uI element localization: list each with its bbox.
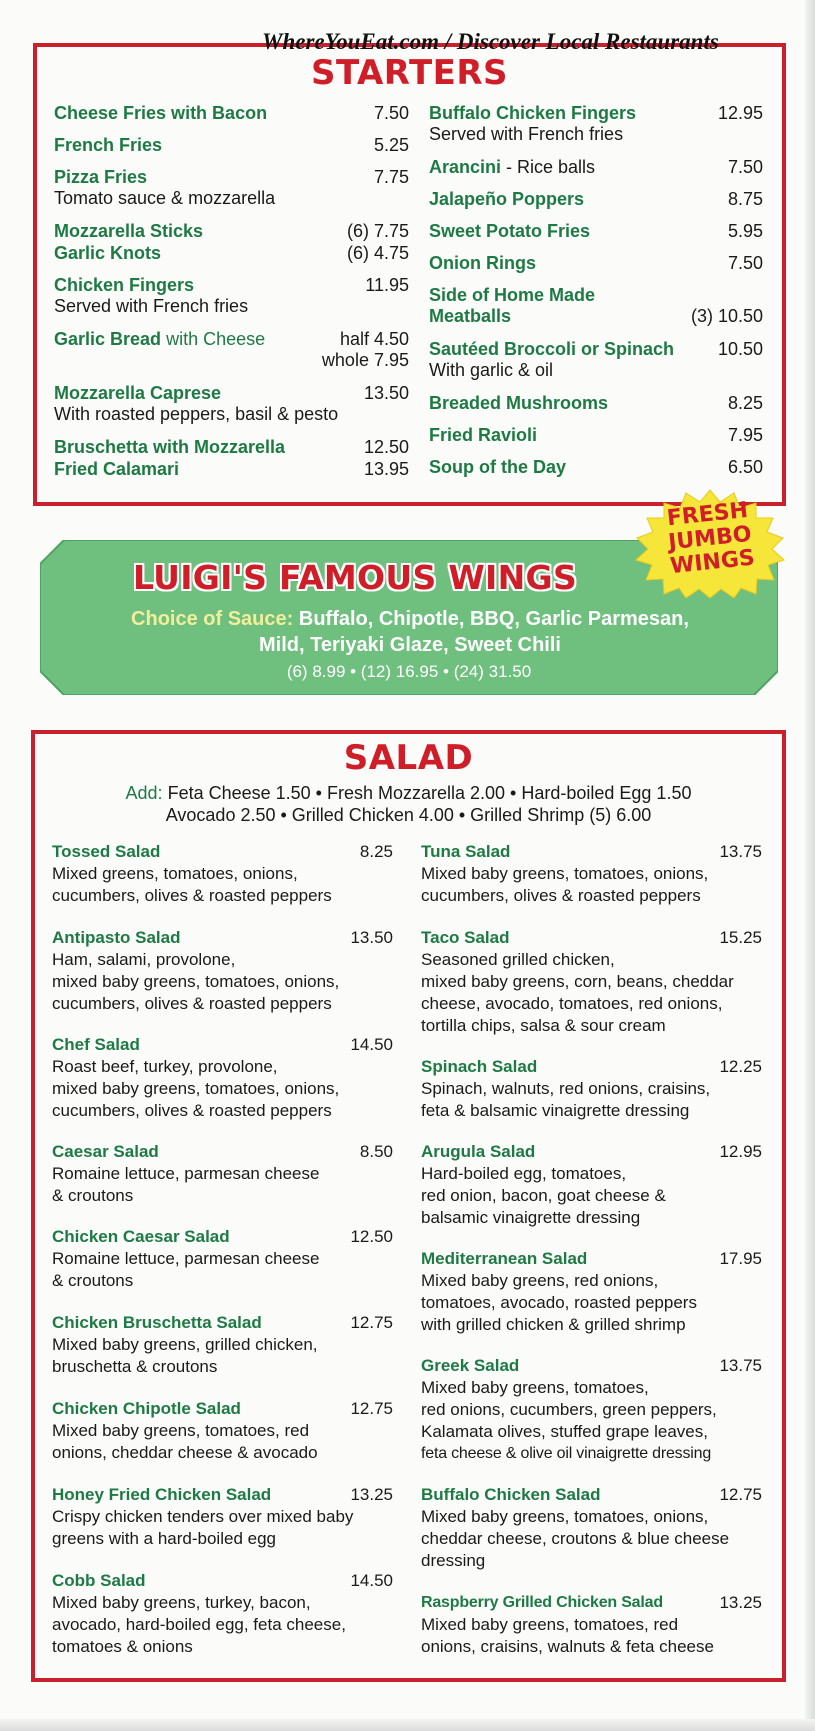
item-name: Fried Ravioli bbox=[429, 425, 538, 445]
item-name: Chicken Bruschetta Salad bbox=[52, 1313, 262, 1332]
item-desc-line: greens with a hard-boiled egg bbox=[52, 1529, 276, 1548]
item-price: 13.75 bbox=[719, 842, 762, 861]
item-desc-line: Spinach, walnuts, red onions, craisins, bbox=[421, 1079, 711, 1098]
item-desc-line: with grilled chicken & grilled shrimp bbox=[421, 1315, 686, 1334]
item-description: Tomato sauce & mozzarella bbox=[54, 188, 276, 208]
item-price: 12.75 bbox=[719, 1485, 762, 1504]
item-desc-line: tortilla chips, salsa & sour cream bbox=[421, 1016, 666, 1035]
item-price: half 4.50 bbox=[339, 329, 409, 349]
item-desc-line: Roast beef, turkey, provolone, bbox=[52, 1057, 278, 1076]
item-desc-line: Hard-boiled egg, tomatoes, bbox=[421, 1164, 627, 1183]
item-price: 12.50 bbox=[363, 437, 409, 457]
item-price: 12.50 bbox=[350, 1227, 393, 1246]
item-name-extra: with Cheese bbox=[166, 329, 266, 349]
item-name: Bruschetta with Mozzarella bbox=[54, 437, 286, 457]
item-desc-line: cucumbers, olives & roasted peppers bbox=[52, 886, 332, 905]
item-price: 6.50 bbox=[727, 457, 763, 477]
item-desc-line: mixed baby greens, tomatoes, onions, bbox=[52, 1079, 340, 1098]
item-price: 5.25 bbox=[373, 135, 409, 155]
wings-sauce-list bbox=[60, 606, 760, 658]
item-name: Mozzarella Caprese bbox=[54, 383, 222, 403]
starters-section bbox=[33, 43, 786, 506]
salad-item bbox=[52, 841, 393, 907]
starters-title: STARTERS bbox=[310, 53, 509, 93]
item-price: (6) 4.75 bbox=[346, 243, 409, 263]
item-desc-line: tomatoes, avocado, roasted peppers bbox=[421, 1293, 697, 1312]
page-edge-shadow bbox=[805, 0, 815, 1731]
menu-item bbox=[54, 275, 409, 317]
salad-item bbox=[52, 1034, 393, 1122]
item-price: 8.25 bbox=[727, 393, 763, 413]
sauce-line-2: Mild, Teriyaki Glaze, Sweet Chili bbox=[259, 634, 561, 656]
salad-item bbox=[52, 1141, 393, 1207]
salad-addons bbox=[35, 782, 782, 826]
item-desc-line: Mixed baby greens, tomatoes, red bbox=[52, 1421, 310, 1440]
item-price: 7.50 bbox=[727, 157, 763, 177]
item-description: Served with French fries bbox=[429, 124, 624, 144]
item-price: 7.75 bbox=[373, 167, 409, 187]
item-desc-line: balsamic vinaigrette dressing bbox=[421, 1208, 641, 1227]
item-price: 15.25 bbox=[719, 928, 762, 947]
item-desc-line: Mixed baby greens, red onions, bbox=[421, 1271, 659, 1290]
item-name: Tuna Salad bbox=[421, 842, 511, 861]
item-desc-line: red onion, bacon, goat cheese & bbox=[421, 1186, 666, 1205]
item-name: Breaded Mushrooms bbox=[429, 393, 609, 413]
item-desc-line: Crispy chicken tenders over mixed baby bbox=[52, 1507, 354, 1526]
menu-item bbox=[429, 393, 763, 414]
salad-title: SALAD bbox=[343, 738, 474, 778]
item-price: (3) 10.50 bbox=[690, 306, 763, 326]
item-name: French Fries bbox=[54, 135, 163, 155]
item-desc-line: Kalamata olives, stuffed grape leaves, bbox=[421, 1422, 708, 1441]
watermark-text: WhereYouEat.com / Discover Local Restaurants bbox=[262, 29, 719, 54]
salad-item bbox=[421, 1355, 762, 1465]
salad-item bbox=[52, 1226, 393, 1292]
item-price: (6) 7.75 bbox=[346, 221, 409, 241]
item-name: Chef Salad bbox=[52, 1035, 140, 1054]
item-desc-line: avocado, hard-boiled egg, feta cheese, bbox=[52, 1615, 346, 1634]
item-name: Garlic Knots bbox=[54, 243, 162, 263]
menu-item bbox=[54, 329, 409, 371]
menu-item bbox=[54, 103, 409, 124]
item-name-line2: Meatballs bbox=[429, 306, 512, 326]
salad-item bbox=[52, 927, 393, 1015]
addons-label: Add: bbox=[125, 783, 163, 803]
item-desc-line: Mixed baby greens, tomatoes, bbox=[421, 1378, 649, 1397]
item-desc-line: cucumbers, olives & roasted peppers bbox=[52, 1101, 332, 1120]
salad-item bbox=[421, 927, 762, 1037]
salad-item bbox=[52, 1570, 393, 1658]
menu-item bbox=[54, 135, 409, 156]
menu-item bbox=[54, 243, 409, 264]
menu-item bbox=[429, 103, 763, 145]
wings-title: LUIGI'S FAMOUS WINGS bbox=[132, 558, 578, 597]
badge-line-2: JUMBO bbox=[667, 521, 753, 556]
item-desc-line: feta & balsamic vinaigrette dressing bbox=[421, 1101, 690, 1120]
item-name: Buffalo Chicken Fingers bbox=[429, 103, 637, 123]
item-name: Cheese Fries with Bacon bbox=[54, 103, 268, 123]
item-price: 7.50 bbox=[373, 103, 409, 123]
item-name: Mediterranean Salad bbox=[421, 1249, 588, 1268]
item-name: Sweet Potato Fries bbox=[429, 221, 591, 241]
item-name: Raspberry Grilled Chicken Salad bbox=[421, 1594, 663, 1611]
item-desc-line: mixed baby greens, tomatoes, onions, bbox=[52, 972, 340, 991]
item-desc-line: & croutons bbox=[52, 1186, 134, 1205]
item-name: Fried Calamari bbox=[54, 459, 180, 479]
salad-item bbox=[421, 1141, 762, 1229]
salad-section bbox=[31, 730, 786, 1682]
item-name: Sautéed Broccoli or Spinach bbox=[429, 339, 675, 359]
badge-line-3: WINGS bbox=[668, 545, 756, 580]
item-price: 8.75 bbox=[727, 189, 763, 209]
addons-line-2: Avocado 2.50 • Grilled Chicken 4.00 • Grilled Shrimp (5) 6.00 bbox=[165, 805, 652, 825]
item-name: Garlic Bread bbox=[54, 329, 162, 349]
menu-item bbox=[54, 221, 409, 242]
item-name: Antipasto Salad bbox=[52, 928, 181, 947]
item-desc-line: mixed baby greens, corn, beans, cheddar bbox=[421, 972, 734, 991]
item-price: 13.25 bbox=[719, 1593, 762, 1612]
addons-line-1: Feta Cheese 1.50 • Fresh Mozzarella 2.00 • Hard-boiled Egg 1.50 bbox=[167, 783, 692, 803]
item-desc-line: Mixed baby greens, tomatoes, onions, bbox=[421, 1507, 709, 1526]
item-desc-line: onions, craisins, walnuts & feta cheese bbox=[421, 1637, 714, 1656]
item-desc-line: Mixed greens, tomatoes, onions, bbox=[52, 864, 298, 883]
item-name: Caesar Salad bbox=[52, 1142, 159, 1161]
menu-item bbox=[429, 425, 763, 446]
salad-item bbox=[52, 1312, 393, 1378]
item-desc-line: Romaine lettuce, parmesan cheese bbox=[52, 1164, 320, 1183]
item-price: 12.75 bbox=[350, 1399, 393, 1418]
item-price: 11.95 bbox=[365, 275, 409, 295]
menu-item bbox=[54, 167, 409, 209]
item-description: With roasted peppers, basil & pesto bbox=[54, 404, 339, 424]
menu-item bbox=[429, 457, 763, 478]
item-desc-line: Ham, salami, provolone, bbox=[52, 950, 236, 969]
item-name: Honey Fried Chicken Salad bbox=[52, 1485, 272, 1504]
page-bottom-shadow bbox=[0, 1719, 815, 1731]
item-desc-line: feta cheese & olive oil vinaigrette dressing bbox=[421, 1445, 712, 1462]
item-desc-line: Mixed baby greens, tomatoes, red bbox=[421, 1615, 679, 1634]
salad-item bbox=[421, 1056, 762, 1122]
item-price: 8.50 bbox=[359, 1142, 393, 1161]
item-name: Mozzarella Sticks bbox=[54, 221, 204, 241]
item-name: Chicken Caesar Salad bbox=[52, 1227, 230, 1246]
item-name: Buffalo Chicken Salad bbox=[421, 1485, 601, 1504]
salad-item bbox=[421, 1248, 762, 1336]
item-desc-line: cheese, avocado, tomatoes, red onions, bbox=[421, 994, 723, 1013]
item-price-alt: whole 7.95 bbox=[321, 350, 409, 370]
item-desc-line: dressing bbox=[421, 1551, 486, 1570]
wings-prices: (6) 8.99 • (12) 16.95 • (24) 31.50 bbox=[286, 662, 532, 681]
item-name: Jalapeño Poppers bbox=[429, 189, 585, 209]
item-name: Tossed Salad bbox=[52, 842, 161, 861]
item-name: Spinach Salad bbox=[421, 1057, 538, 1076]
item-desc-line: cucumbers, olives & roasted peppers bbox=[421, 886, 701, 905]
item-price: 13.95 bbox=[363, 459, 409, 479]
item-price: 17.95 bbox=[719, 1249, 762, 1268]
item-name: Chicken Fingers bbox=[54, 275, 195, 295]
item-desc-line: Romaine lettuce, parmesan cheese bbox=[52, 1249, 320, 1268]
salad-item bbox=[421, 841, 762, 907]
item-price: 13.25 bbox=[350, 1485, 393, 1504]
item-price: 12.95 bbox=[719, 1142, 762, 1161]
item-price: 13.50 bbox=[363, 383, 409, 403]
item-price: 12.95 bbox=[717, 103, 763, 123]
item-description: Served with French fries bbox=[54, 296, 249, 316]
item-name-extra: - Rice balls bbox=[501, 157, 596, 177]
item-price: 14.50 bbox=[350, 1035, 393, 1054]
item-price: 13.75 bbox=[719, 1356, 762, 1375]
item-name: Soup of the Day bbox=[429, 457, 567, 477]
item-name: Taco Salad bbox=[421, 928, 510, 947]
item-price: 13.50 bbox=[350, 928, 393, 947]
item-desc-line: cheddar cheese, croutons & blue cheese bbox=[421, 1529, 730, 1548]
item-desc-line: onions, cheddar cheese & avocado bbox=[52, 1443, 318, 1462]
item-price: 5.95 bbox=[727, 221, 763, 241]
item-description: With garlic & oil bbox=[429, 360, 554, 380]
item-price: 12.75 bbox=[350, 1313, 393, 1332]
item-price: 7.50 bbox=[727, 253, 763, 273]
item-price: 8.25 bbox=[359, 842, 393, 861]
salad-item bbox=[421, 1484, 762, 1572]
menu-item bbox=[429, 339, 763, 381]
item-price: 10.50 bbox=[717, 339, 763, 359]
menu-item bbox=[54, 459, 409, 480]
menu-item bbox=[429, 157, 763, 178]
menu-item bbox=[429, 253, 763, 274]
item-price: 12.25 bbox=[719, 1057, 762, 1076]
item-name: Chicken Chipotle Salad bbox=[52, 1399, 241, 1418]
menu-item bbox=[429, 189, 763, 210]
salad-item bbox=[52, 1398, 393, 1464]
item-desc-line: Mixed baby greens, tomatoes, onions, bbox=[421, 864, 709, 883]
item-price: 14.50 bbox=[350, 1571, 393, 1590]
item-name: Greek Salad bbox=[421, 1356, 520, 1375]
item-price: 7.95 bbox=[727, 425, 763, 445]
item-name: Arancini bbox=[429, 157, 502, 177]
badge-line-1: FRESH bbox=[665, 497, 750, 532]
item-desc-line: bruschetta & croutons bbox=[52, 1357, 218, 1376]
item-name: Pizza Fries bbox=[54, 167, 148, 187]
menu-item bbox=[429, 221, 763, 242]
item-desc-line: tomatoes & onions bbox=[52, 1637, 193, 1656]
item-name: Onion Rings bbox=[429, 253, 536, 273]
sauce-line-1: Buffalo, Chipotle, BBQ, Garlic Parmesan, bbox=[298, 608, 689, 630]
salad-item bbox=[52, 1484, 393, 1550]
item-desc-line: Mixed baby greens, turkey, bacon, bbox=[52, 1593, 311, 1612]
item-desc-line: & croutons bbox=[52, 1271, 134, 1290]
item-desc-line: Mixed baby greens, grilled chicken, bbox=[52, 1335, 318, 1354]
item-desc-line: cucumbers, olives & roasted peppers bbox=[52, 994, 332, 1013]
menu-item bbox=[54, 383, 409, 425]
item-name: Side of Home Made bbox=[429, 285, 596, 305]
sauce-label: Choice of Sauce: bbox=[131, 608, 294, 630]
item-desc-line: red onions, cucumbers, green peppers, bbox=[421, 1400, 717, 1419]
salad-item bbox=[421, 1592, 762, 1658]
item-desc-line: Seasoned grilled chicken, bbox=[421, 950, 615, 969]
menu-item bbox=[429, 285, 763, 327]
item-name: Arugula Salad bbox=[421, 1142, 536, 1161]
item-name: Cobb Salad bbox=[52, 1571, 146, 1590]
menu-item bbox=[54, 437, 409, 458]
